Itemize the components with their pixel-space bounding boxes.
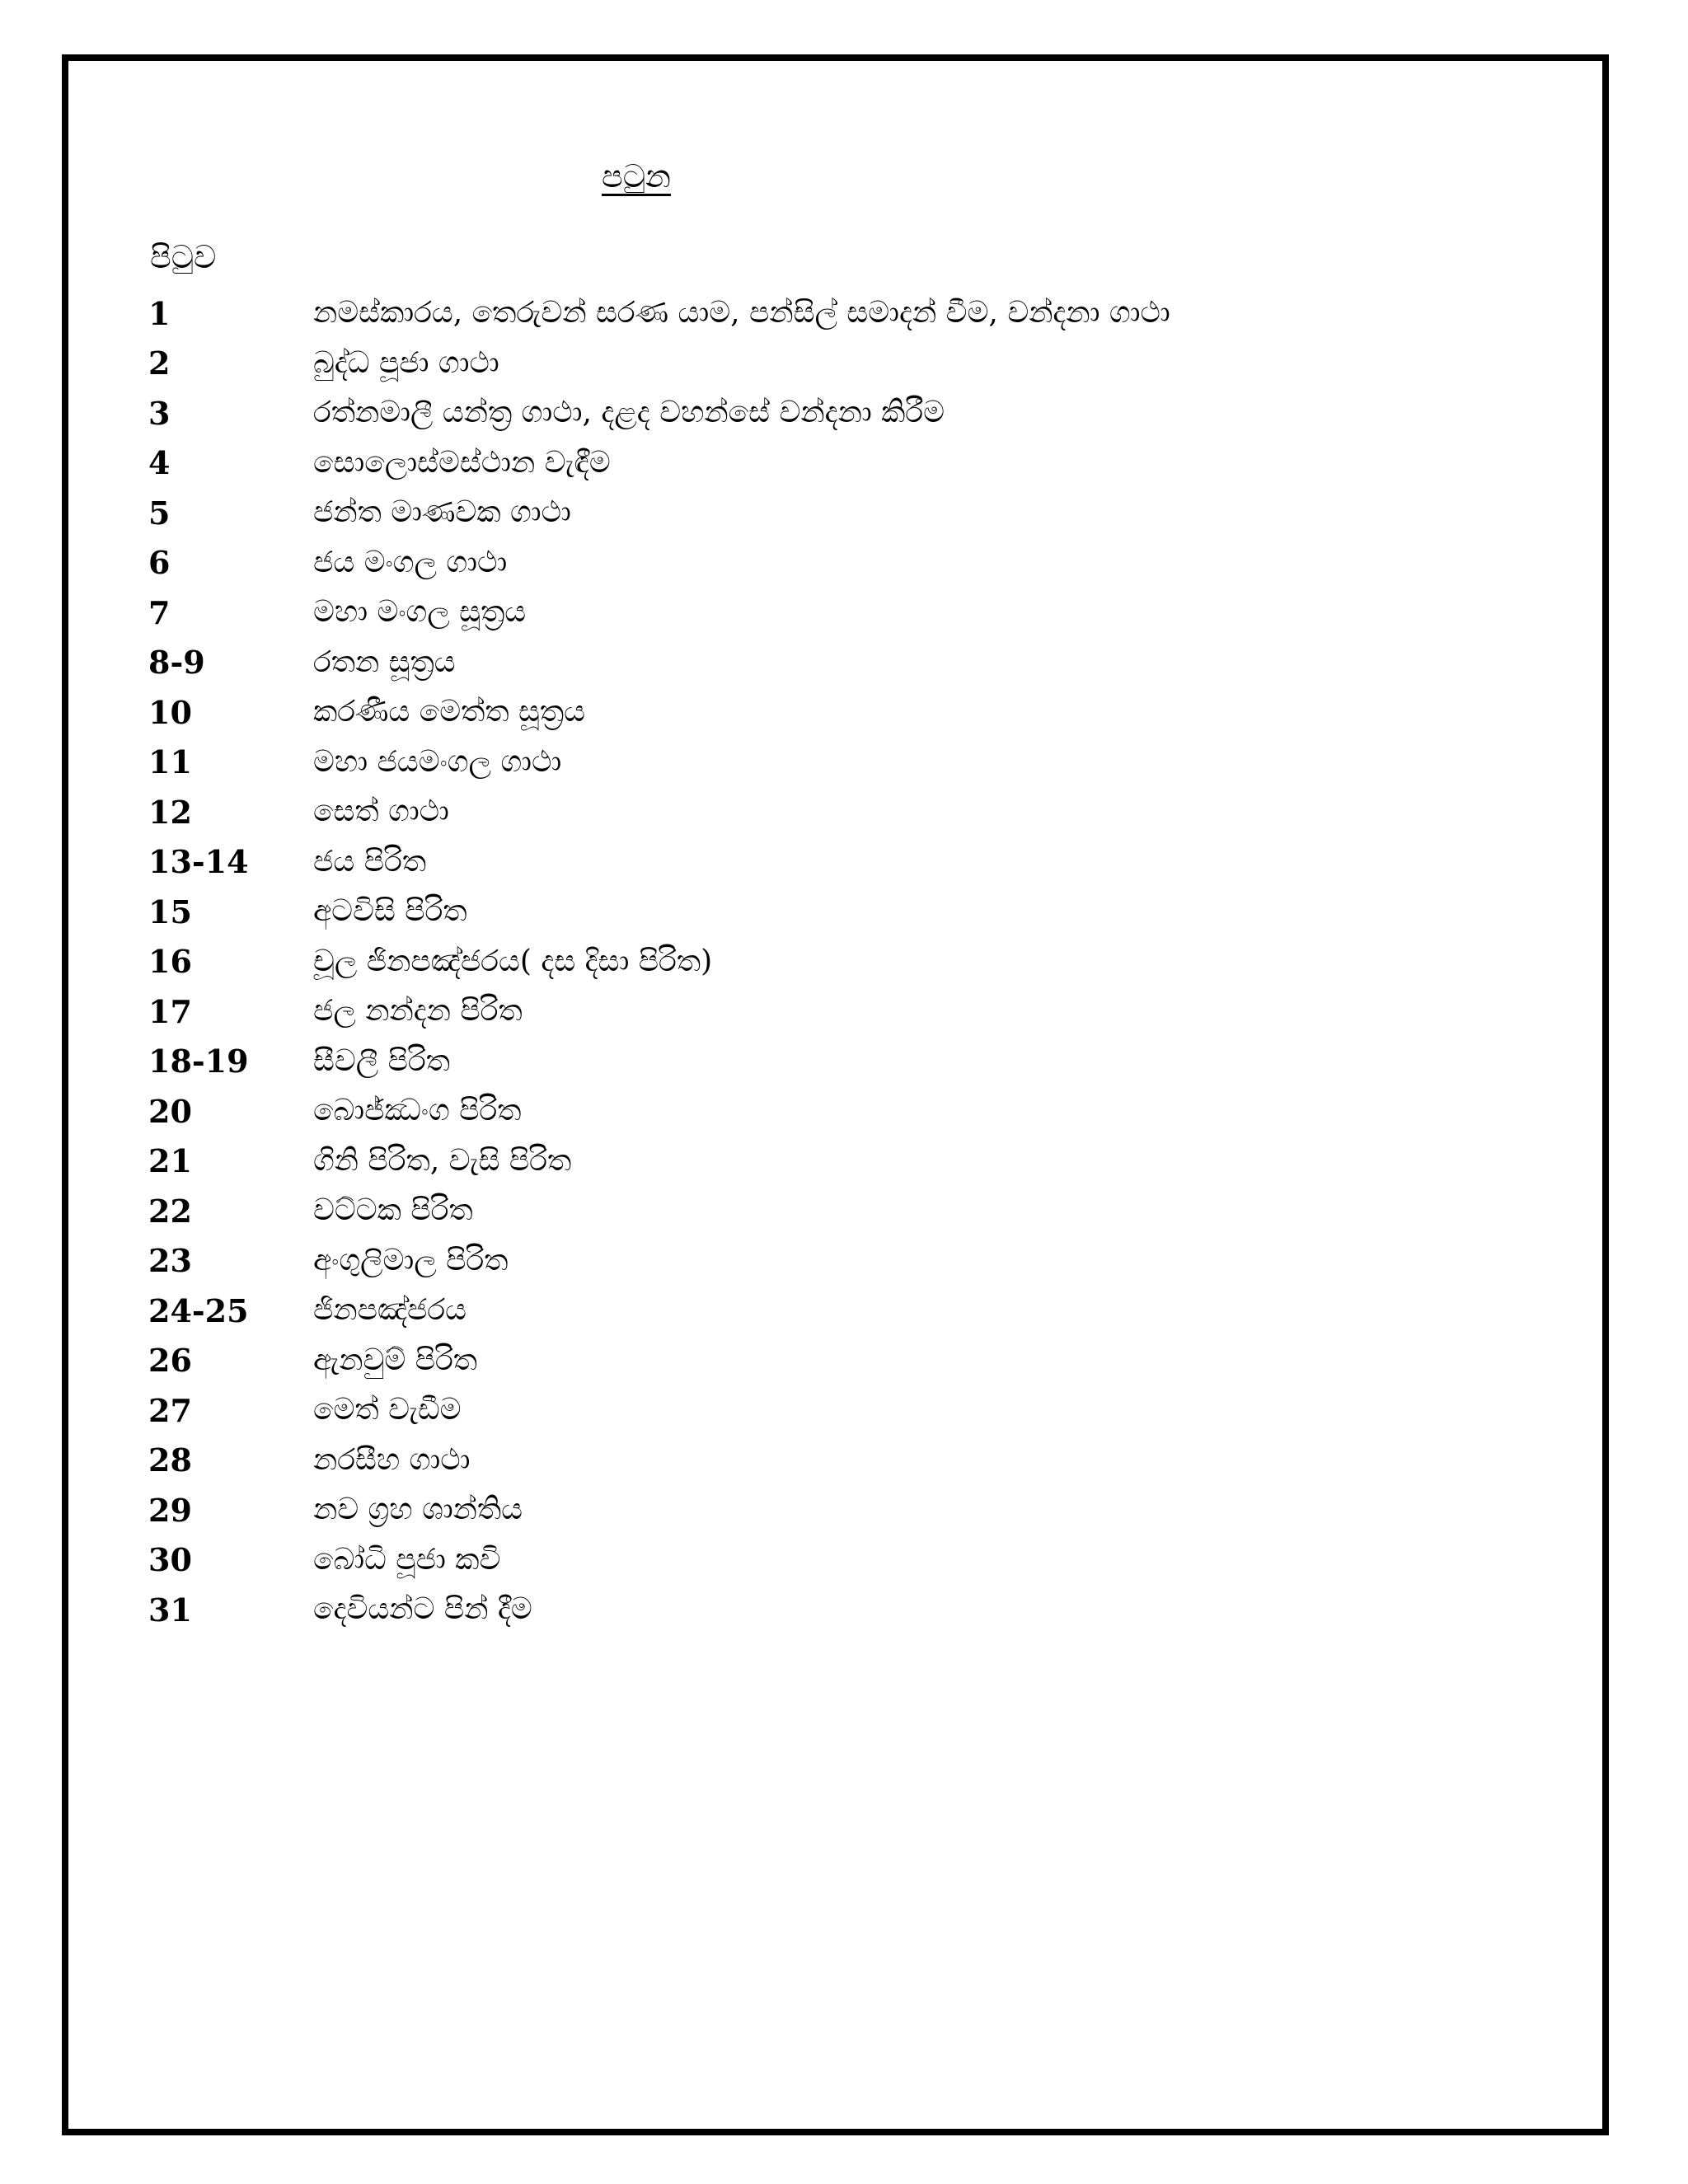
- toc-entry: [148, 1236, 1550, 1286]
- toc-entry: [148, 1286, 1550, 1336]
- toc-entry-title: දෙවියන්ට පින් දීම: [313, 1592, 532, 1627]
- toc-entry-title: ගිනි පිරිත, වැසි පිරිත: [313, 1143, 572, 1178]
- toc-entry: [148, 1436, 1550, 1486]
- toc-entry-page: 29: [148, 1491, 192, 1529]
- toc-entry-title: චූල ජිනපඤ්ජරය( දස දිසා පිරිත): [313, 944, 713, 978]
- toc-entry-title: මහා ජයමංගල ගාථා: [313, 744, 562, 779]
- toc-entry-title: සීවලී පිරිත: [313, 1043, 451, 1078]
- toc-entry-page: 4: [148, 444, 171, 482]
- toc-entry-page: 31: [148, 1591, 192, 1629]
- toc-entry-title: සොලොස්මස්ථාන වැඳීම: [313, 445, 611, 480]
- toc-entry-page: 7: [148, 593, 171, 631]
- table-of-contents: [148, 288, 1550, 1635]
- toc-entry-page: 21: [148, 1142, 192, 1180]
- toc-entry-page: 23: [148, 1242, 192, 1280]
- toc-entry-page: 13-14: [148, 843, 249, 881]
- toc-entry-title: නරසීහ ගාථා: [313, 1442, 471, 1477]
- toc-entry-page: 3: [148, 394, 171, 432]
- page-title: පටුන: [602, 158, 671, 194]
- toc-entry: [148, 1385, 1550, 1436]
- toc-entry-page: 17: [148, 992, 192, 1030]
- toc-entry-title: මහා මංගල සූත්‍රය: [313, 595, 527, 630]
- toc-entry: [148, 488, 1550, 538]
- toc-entry: [148, 1336, 1550, 1386]
- toc-entry: [148, 1485, 1550, 1535]
- toc-entry-title: මෙත් වැඩීම: [313, 1393, 462, 1427]
- toc-entry-title: නමස්කාරය, තෙරුවන් සරණ යාම, පන්සිල් සමාදන් වීම, වන්දනා ගාථා: [313, 296, 1170, 330]
- toc-entry-title: නව ග්‍රහ ශාන්තිය: [313, 1493, 523, 1527]
- toc-entry-page: 5: [148, 494, 171, 532]
- toc-entry-page: 20: [148, 1092, 192, 1130]
- toc-entry-title: බෝධි පූජා කවි: [313, 1542, 501, 1577]
- toc-entry-page: 16: [148, 943, 192, 981]
- toc-entry: [148, 1137, 1550, 1187]
- toc-entry-page: 28: [148, 1441, 192, 1479]
- toc-entry-page: 2: [148, 344, 171, 382]
- toc-entry-title: බොජ්ඣංග පිරිත: [313, 1094, 522, 1128]
- toc-entry: [148, 1585, 1550, 1635]
- toc-entry: [148, 638, 1550, 688]
- toc-entry: [148, 339, 1550, 389]
- toc-entry: [148, 538, 1550, 588]
- toc-entry-title: කරණීය මෙත්ත සූත්‍රය: [313, 695, 586, 729]
- toc-entry-title: බුද්ධ පූජා ගාථා: [313, 345, 499, 380]
- toc-entry: [148, 1037, 1550, 1087]
- toc-entry: [148, 687, 1550, 738]
- toc-entry-title: ජය මංගල ගාථා: [313, 545, 508, 579]
- toc-entry: [148, 787, 1550, 837]
- toc-entry-page: 12: [148, 793, 192, 831]
- toc-entry: [148, 288, 1550, 339]
- toc-entry: [148, 388, 1550, 438]
- toc-entry-title: ඇනවුම් පිරිත: [313, 1343, 478, 1377]
- toc-entry-page: 30: [148, 1541, 192, 1579]
- toc-entry: [148, 1086, 1550, 1137]
- toc-entry-page: 27: [148, 1391, 192, 1429]
- toc-entry-title: සෙත් ගාථා: [313, 794, 449, 829]
- toc-entry-title: වට්ටක පිරිත: [313, 1193, 473, 1228]
- toc-entry-title: රතන සූත්‍රය: [313, 644, 456, 679]
- toc-entry-title: ජිනපඤ්ජරය: [313, 1293, 467, 1328]
- toc-entry-title: ජය පිරිත: [313, 844, 427, 879]
- toc-entry-page: 26: [148, 1342, 192, 1380]
- toc-entry: [148, 438, 1550, 489]
- toc-entry-title: අංගුලිමාල පිරිත: [313, 1243, 509, 1277]
- toc-entry-page: 24-25: [148, 1291, 249, 1329]
- toc-entry-title: ජල නන්දන පිරිත: [313, 994, 523, 1029]
- toc-entry-page: 18-19: [148, 1043, 249, 1080]
- toc-entry-page: 6: [148, 544, 171, 582]
- toc-entry: [148, 588, 1550, 638]
- toc-entry: [148, 887, 1550, 937]
- toc-entry: [148, 738, 1550, 788]
- toc-entry-title: රත්නමාලී යන්ත්‍ර ගාථා, දළද වහන්සේ වන්දනා කිරීම: [313, 396, 945, 430]
- toc-entry: [148, 1186, 1550, 1236]
- toc-entry-title: අටවිසි පිරිත: [313, 894, 467, 929]
- toc-entry-title: ජන්ත මාණවක ගාථා: [313, 495, 571, 530]
- toc-entry-page: 11: [148, 743, 192, 781]
- toc-entry-page: 15: [148, 893, 192, 930]
- page-column-header: පිටුව: [150, 239, 217, 275]
- toc-entry-page: 8-9: [148, 644, 205, 682]
- toc-entry: [148, 937, 1550, 987]
- toc-entry-page: 10: [148, 693, 192, 731]
- toc-entry: [148, 987, 1550, 1037]
- toc-entry-page: 22: [148, 1192, 192, 1230]
- toc-entry: [148, 837, 1550, 888]
- toc-entry: [148, 1535, 1550, 1586]
- toc-entry-page: 1: [148, 294, 171, 332]
